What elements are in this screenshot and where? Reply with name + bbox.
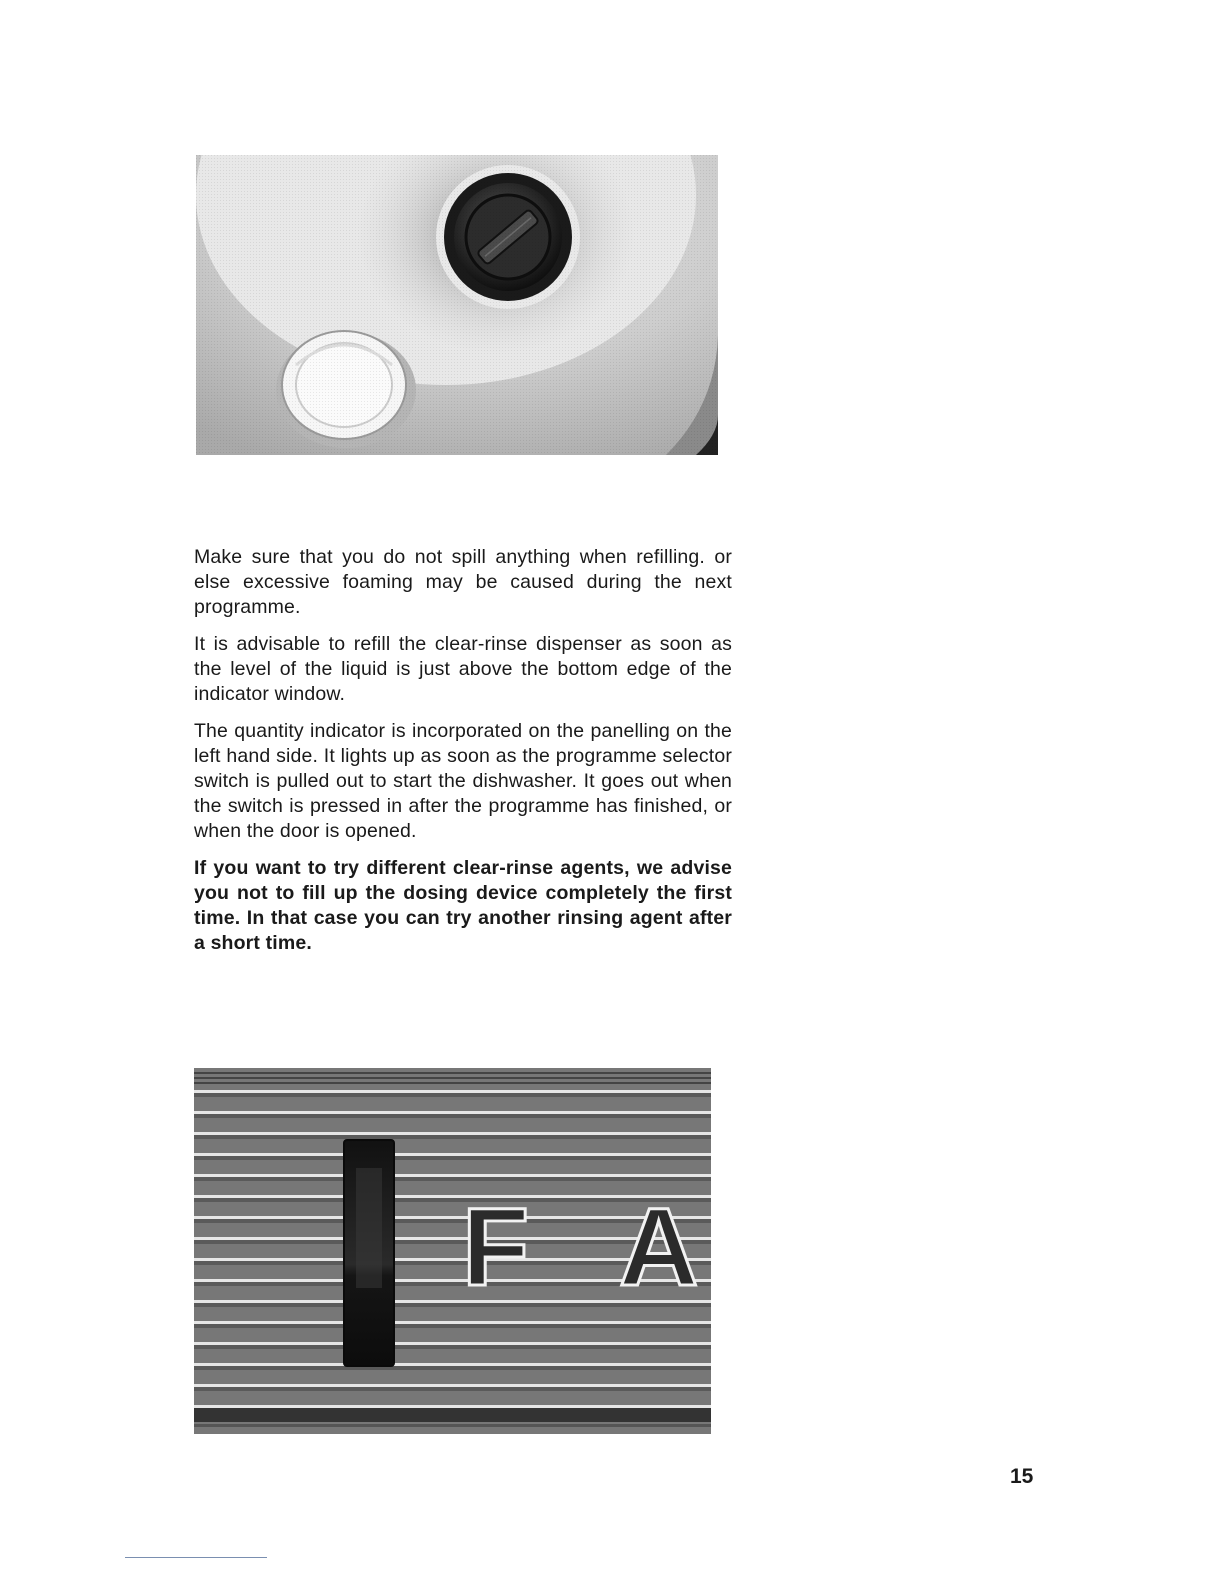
panel-stripe <box>194 1153 711 1156</box>
panel-stripe-shadow <box>194 1135 711 1139</box>
paragraph-refill-level: It is advisable to refill the clear-rinse dispenser as soon as the level of the liquid is just above the bottom edge of the indicator window. <box>194 633 732 705</box>
panel-stripe <box>194 1321 711 1324</box>
panel-top-rule <box>194 1072 711 1074</box>
page-number: 15 <box>1010 1465 1034 1488</box>
panel-stripe <box>194 1132 711 1135</box>
panel-stripe-shadow <box>194 1156 711 1160</box>
panel-stripe-shadow <box>194 1366 711 1370</box>
panel-letter-a: A <box>619 1186 699 1309</box>
paragraph-refill-spill: Make sure that you do not spill anything when refilling. or else excessive foaming may be caused during the next programme. <box>194 546 732 618</box>
panel-top-rule <box>194 1082 711 1084</box>
paragraph-quantity-indicator: The quantity indicator is incorporated on the panelling on the left hand side. It lights up as soon as the programme selector switch is pulled out to start the dishwasher. It goes out when the switch is pressed in after the programme has finished, or when the door is opened. <box>194 720 732 842</box>
panel-stripe <box>194 1342 711 1345</box>
panel-stripe-shadow <box>194 1324 711 1328</box>
bold-note: If you want to try different clear-rinse agents, we advise you not to fill up the dosing device completely the first time. In that case you can try another rinsing agent after a short time. <box>194 857 732 954</box>
footer-rule <box>125 1557 267 1558</box>
panel-stripe <box>194 1090 711 1093</box>
panel-stripe-shadow <box>194 1093 711 1097</box>
panel-letter-f: F <box>462 1186 530 1309</box>
panel-top-rule <box>194 1077 711 1079</box>
panel-stripe-shadow <box>194 1177 711 1181</box>
body-text <box>194 545 732 968</box>
panel-stripe <box>194 1405 711 1408</box>
panel-bottom-band <box>194 1408 711 1422</box>
panel-stripe <box>194 1384 711 1387</box>
panel-stripe <box>194 1111 711 1114</box>
panel-stripe <box>194 1174 711 1177</box>
clear-rinse-dispenser-photo <box>196 155 718 455</box>
panel-stripe-shadow <box>194 1114 711 1118</box>
panel-stripe-shadow <box>194 1345 711 1349</box>
panel-stripe-shadow <box>194 1387 711 1391</box>
panel-stripe <box>194 1363 711 1366</box>
quantity-indicator-panel-photo <box>194 1068 711 1434</box>
